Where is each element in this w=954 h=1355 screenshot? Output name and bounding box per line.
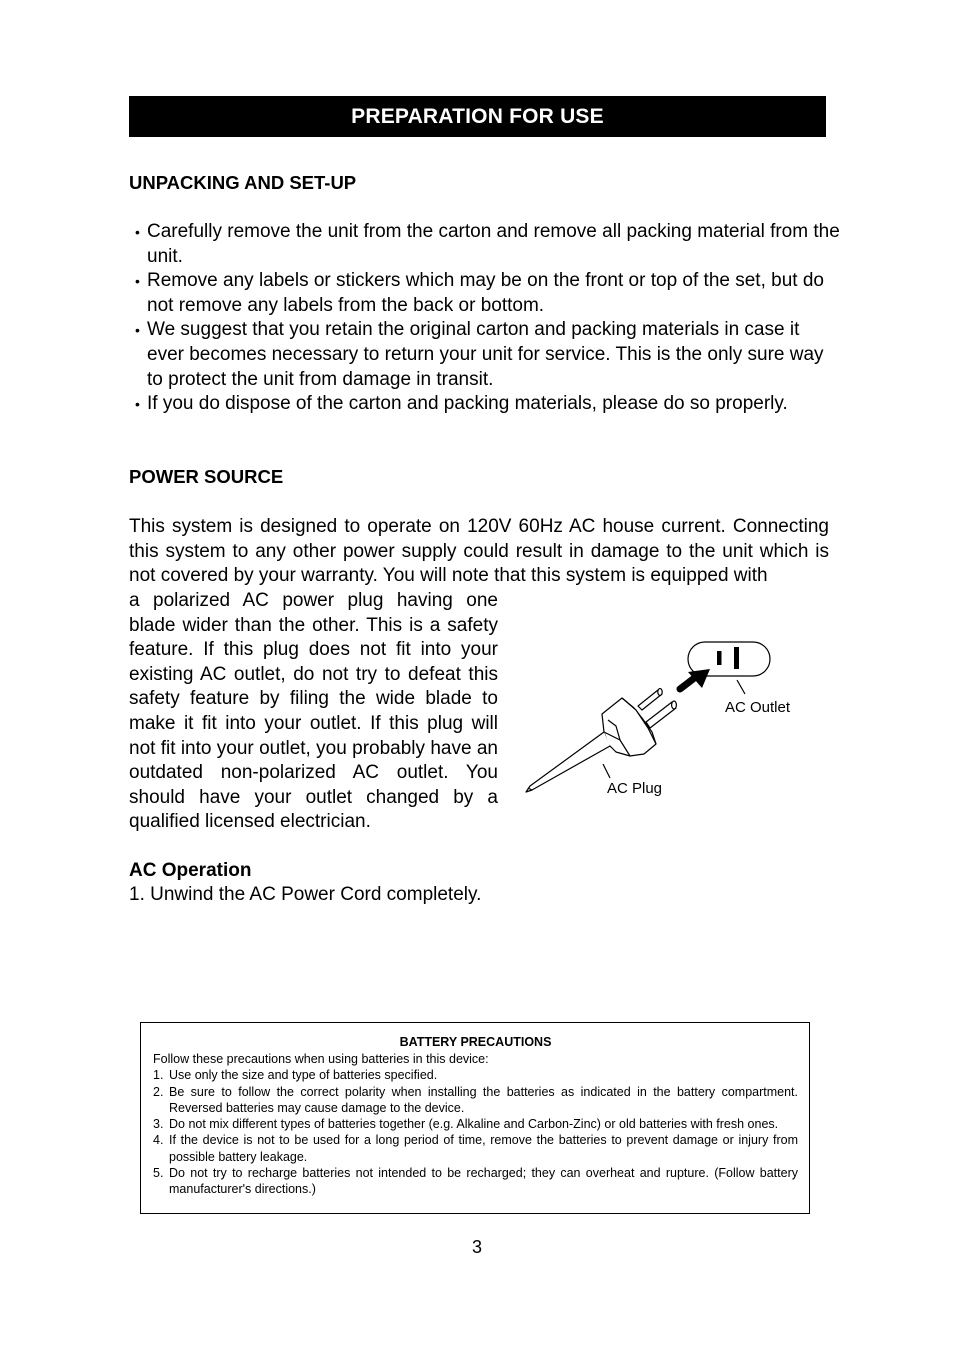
bullet-item: • Remove any labels or stickers which may be on the front or top of the set, but do not remove any labels from the back or bottom. <box>135 269 840 318</box>
item-text: Do not try to recharge batteries not intended to be recharged; they can overheat and rupture. (Follow battery manufacturer's directions.) <box>169 1166 798 1197</box>
power-paragraph-column: a polarized AC power plug having one blade wider than the other. This is a safety feature. If this plug does not fit into your existing AC outlet, do not try to defeat this safety feature by filing the wide blade to make it fit into your outlet. If this plug will not fit into your outlet, you probably have an outdated non-polarized AC outlet. You should have your outlet changed by a qualified licensed electrician. <box>129 590 498 833</box>
battery-precautions-box <box>140 1022 810 1214</box>
battery-precautions-title: BATTERY PRECAUTIONS <box>399 1035 552 1049</box>
banner-title: PREPARATION FOR USE <box>351 104 604 128</box>
section-banner <box>129 96 826 137</box>
bullet-item: • Carefully remove the unit from the carton and remove all packing material from the unit. <box>135 220 840 269</box>
item-number: 3. <box>153 1117 164 1132</box>
item-number: 1. <box>153 1068 164 1083</box>
battery-precautions-list <box>153 1067 798 1197</box>
ac-outlet-label: AC Outlet <box>725 699 791 716</box>
ac-operation-title: AC Operation <box>129 860 252 881</box>
item-text: Be sure to follow the correct polarity when installing the batteries as indicated in the battery compartment. Reversed batteries may cause damage to the device. <box>169 1084 798 1115</box>
list-item <box>153 1132 798 1165</box>
item-number: 5. <box>153 1166 164 1181</box>
page-number: 3 <box>471 1237 482 1257</box>
bullet-item: • We suggest that you retain the original carton and packing materials in case it ever becomes necessary to return your unit for service. This is the only sure way to protect the unit from damage in transit. <box>135 318 840 392</box>
list-item <box>153 1165 798 1198</box>
bullet-item: • If you do dispose of the carton and packing materials, please do so properly. <box>135 392 840 417</box>
plug-leader-line <box>603 764 610 778</box>
list-item <box>153 1084 798 1117</box>
power-source-heading: POWER SOURCE <box>129 466 284 487</box>
item-text: If the device is not to be used for a long period of time, remove the batteries to prevent damage or injury from possible battery leakage. <box>169 1133 798 1164</box>
ac-plug-icon <box>526 689 676 793</box>
unpacking-bullet-list <box>135 220 840 417</box>
outlet-leader-line <box>737 680 745 694</box>
list-item <box>153 1067 798 1083</box>
battery-precautions-intro: Follow these precautions when using batteries in this device: <box>153 1052 489 1066</box>
item-text: Do not mix different types of batteries together (e.g. Alkaline and Carbon-Zinc) or old batteries with fresh ones. <box>169 1117 779 1132</box>
list-item <box>153 1116 798 1132</box>
power-paragraph-intro: This system is designed to operate on 120V 60Hz AC house current. Connecting this system to any other power supply could result in damage to the unit which is not covered by your warranty. You will note that this system is equipped with <box>129 516 829 587</box>
unpacking-heading: UNPACKING AND SET-UP <box>129 172 357 193</box>
item-number: 4. <box>153 1133 164 1148</box>
ac-plug-label: AC Plug <box>607 780 663 797</box>
item-number: 2. <box>153 1084 164 1099</box>
ac-operation-step-1: 1. Unwind the AC Power Cord completely. <box>129 884 482 905</box>
insert-arrow-icon <box>680 669 710 689</box>
item-text: Use only the size and type of batteries specified. <box>169 1068 438 1083</box>
ac-plug-outlet-diagram <box>520 636 810 806</box>
